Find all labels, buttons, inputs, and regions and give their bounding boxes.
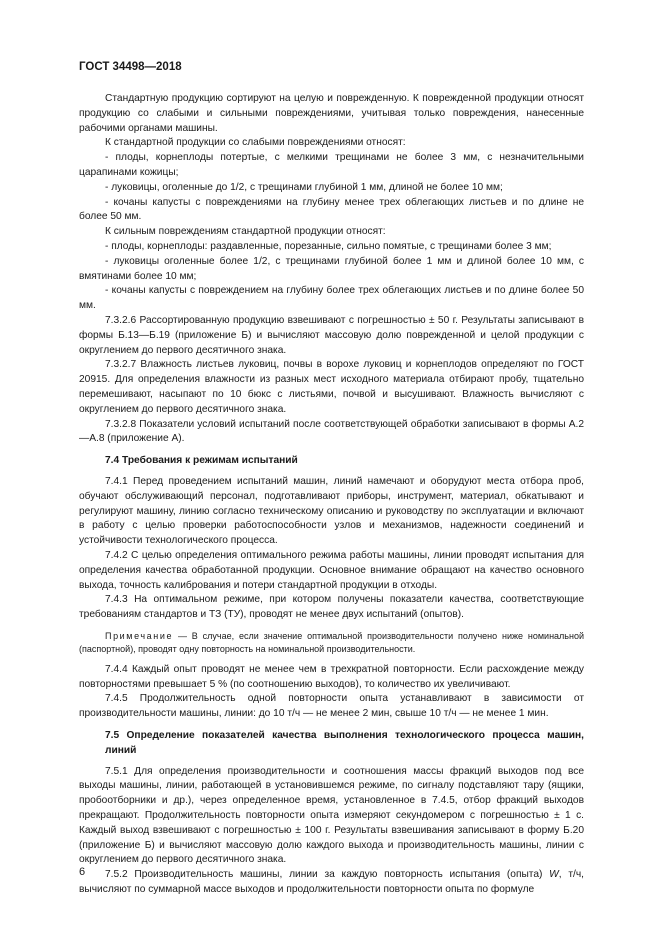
document-body	[79, 92, 584, 898]
list-item: - плоды, корнеплоды потертые, с мелкими трещинами не более 3 мм, с незначительными царапинами кожицы;	[79, 152, 584, 178]
list-item: - луковицы, оголенные до 1/2, с трещинами глубиной 1 мм, длиной не более 10 мм;	[105, 181, 503, 193]
clause-7-4-5: 7.4.5 Продолжительность одной повторности опыта устанавливают в зависимости от производительности машины, линии: до 10 т/ч — не менее 2 мин, свыше 10 т/ч — не менее 1 мин.	[79, 693, 584, 720]
clause-text: , т/ч, вычисляют по суммарной массе выходов и продолжительности повторности опыта по формуле	[79, 869, 585, 896]
list-item: - луковицы оголенные более 1/2, с трещинами глубиной более 1 мм и длиной более 10 мм, с вмятинами более 10 мм;	[79, 255, 584, 282]
clause-text: 7.5.2 Производительность машины, линии за каждую повторность испытания (опыта)	[105, 869, 550, 881]
list-item: - кочаны капусты с повреждениями на глубину менее трех облегающих листьев и по длине не более 50 мм.	[79, 196, 584, 223]
paragraph: Стандартную продукцию сортируют на целую и поврежденную. К поврежденной продукции относят продукцию со слабыми и сильными повреждениями, учитывая только повреждения, нанесенные рабочими органами машины.	[79, 93, 584, 134]
clause-7-5-1: 7.5.1 Для определения производительности и соотношения массы фракций выходов под все выходы машины, линии, работающей в установившемся режиме, по сигналу подставляют тару (ящики, пробоотборники и др.), через определенное время, установленное в 7.4.5, отбор фракций выходов прекращают. Продолжительность повторности опыта измеряют секундомером с погрешностью ± 1 с. Каждый выход взвешивают с погрешностью ± 100 г. Результаты взвешивания записывают в форму Б.20 (приложение Б) и вычисляют массовую долю каждого выхода и производительность машины, линии с округлением до первого десятичного знака.	[79, 765, 584, 866]
clause-7-4-2: 7.4.2 С целью определения оптимального режима работы машины, линии проводят испытания для определения качества обработанной продукции. Основное внимание обращают на качество основного выхода, точность калибрования и потери стандартной продукции в отходы.	[79, 549, 584, 591]
clause-7-3-2-6: 7.3.2.6 Рассортированную продукцию взвешивают с погрешностью ± 50 г. Результаты записывают в формы Б.13—Б.19 (приложение Б) и вычисляют массовую долю поврежденной и целой продукции с округлением до первого десятичного знака.	[79, 314, 584, 356]
note	[79, 630, 584, 656]
note-label: Примечание	[105, 630, 174, 641]
standard-header: ГОСТ 34498—2018	[79, 61, 182, 73]
section-heading-7-4: 7.4 Требования к режимам испытаний	[105, 455, 298, 467]
list-item: - кочаны капусты с повреждением на глубину более трех облегающих листьев и по длине более 50 мм.	[79, 285, 584, 312]
page-number: 6	[79, 866, 86, 878]
clause-7-3-2-7: 7.3.2.7 Влажность листьев луковиц, почвы в ворохе луковиц и корнеплодов определяют по ГОСТ 20915. Для определения влажности из разных мест исходного материала отбирают пробу, тщательно перемешивают, насыпают по 10 бюкс с листьями, почвой и высушивают. Влажность вычисляют с округлением до первого десятичного знака.	[79, 359, 584, 415]
clause-7-4-4: 7.4.4 Каждый опыт проводят не менее чем в трехкратной повторности. Если расхождение между повторностями превышает 5 % (по соотношению выходов), то количество их увеличивают.	[79, 663, 584, 690]
section-heading-7-5: 7.5 Определение показателей качества выполнения технологического процесса машин, линий	[105, 730, 584, 756]
variable-w: W	[549, 869, 559, 881]
note-text: — В случае, если значение оптимальной производительности получено ниже номинальной (паспортной), проводят одну повторность на номинальной производительности.	[79, 630, 584, 654]
clause-7-4-1: 7.4.1 Перед проведением испытаний машин, линий намечают и оборудуют места отбора проб, обучают обслуживающий персонал, подготавливают приборы, инструмент, материал, обкатывают и регулируют машину, линию согласно техническому описанию и руководству по эксплуатации и включают в работу с целью проверки работоспособности узлов и механизмов, надежности соединений и устойчивости технологического процесса.	[79, 475, 584, 547]
clause-7-4-3: 7.4.3 На оптимальном режиме, при котором получены показатели качества, соответствующие требованиям стандартов и ТЗ (ТУ), проводят не менее двух испытаний (опытов).	[79, 594, 584, 621]
clause-7-5-2	[79, 868, 584, 898]
clause-7-3-2-8: 7.3.2.8 Показатели условий испытаний после соответствующей обработки записывают в формы А.2—А.8 (приложение А).	[79, 418, 584, 445]
paragraph: К сильным повреждениям стандартной продукции относят:	[105, 226, 386, 238]
list-item: - плоды, корнеплоды: раздавленные, порезанные, сильно помятые, с трещинами более 3 мм;	[105, 240, 552, 252]
paragraph: К стандартной продукции со слабыми повреждениями относят:	[105, 137, 406, 149]
